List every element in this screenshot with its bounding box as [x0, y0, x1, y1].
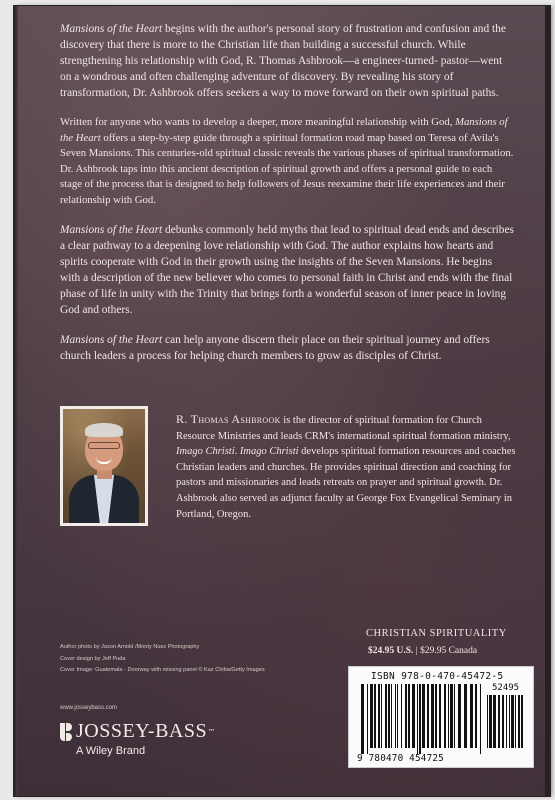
book-title: Mansions of the Heart [60, 334, 163, 346]
bio-text: develops spiritual formation resources and coaches Christian leaders and churches. He provides spiritual direction and coaching for pastors and missionaries and leads retreats on prayer and spiritual growth. Dr. Ashbrook also served as adjunct faculty at George Fox Evangelical Seminary in Portland, Oregon. [176, 446, 516, 520]
barcode-stripe [370, 684, 373, 748]
barcode-stripe [381, 684, 382, 748]
author-photo [60, 406, 148, 526]
price [368, 646, 477, 656]
publisher-name: JOSSEY-BASS [76, 720, 208, 742]
barcode-stripe [427, 684, 429, 748]
bio-separator: . [234, 446, 240, 458]
barcode-stripe [374, 684, 376, 748]
author-name: R. Thomas Ashbrook [176, 412, 281, 426]
barcode-stripe [458, 684, 461, 748]
barcode-stripe [498, 695, 500, 748]
author-photo-credit: Author photo by Jason Arnold /Monty Nuss Photography [60, 644, 200, 650]
paragraph-text: Written for anyone who wants to develop a deeper, more meaningful relationship with God, [60, 116, 456, 128]
barcode-bars [361, 684, 483, 754]
barcode-stripe [475, 684, 477, 748]
barcode-stripe [454, 684, 455, 748]
barcode-stripe [395, 684, 396, 748]
barcode-stripe [480, 684, 481, 754]
isbn-number: ISBN 978-0-470-45472-5 [371, 671, 504, 682]
barcode-stripe [518, 695, 520, 748]
description-paragraph-3 [60, 222, 515, 318]
barcode-stripe [487, 695, 488, 748]
ean-number: 9 780470 454725 [357, 753, 444, 764]
barcode-stripe [422, 684, 425, 748]
barcode-stripe [521, 695, 523, 748]
ministry-name: Imago Christi [239, 446, 299, 458]
barcode-stripe [506, 695, 507, 748]
barcode-stripe [412, 684, 415, 748]
barcode-stripe [448, 684, 449, 748]
barcode-stripe [515, 695, 516, 748]
barcode-stripe [431, 684, 434, 748]
category-label: CHRISTIAN SPIRITUALITY [366, 628, 507, 639]
barcode-stripe [408, 684, 410, 748]
barcode-stripe [511, 695, 514, 748]
barcode-stripe [435, 684, 437, 748]
barcode-stripe [439, 684, 441, 748]
barcode-stripe [367, 684, 368, 754]
publisher-tagline: A Wiley Brand [76, 745, 146, 757]
barcode-stripe [385, 684, 387, 748]
barcode [348, 666, 534, 768]
cover-design-credit: Cover design by Jeff Puda [60, 655, 126, 662]
credits [60, 642, 280, 677]
barcode-stripe [464, 684, 467, 748]
ministry-name: Imago Christi [176, 446, 235, 458]
barcode-stripe [417, 684, 418, 754]
price-separator: | [413, 646, 421, 656]
barcode-stripe [397, 684, 398, 748]
book-title: Mansions of the Heart [60, 224, 163, 236]
author-bio [176, 412, 516, 522]
barcode-stripe [388, 684, 390, 748]
spine-edge [14, 6, 18, 796]
price-canada: $29.95 Canada [420, 646, 478, 656]
paragraph-text: offers a step-by-step guide through a spiritual formation road map based on Teresa of Avila's Seven Mansions. This centuries-old spiritual classic reveals the various phases of spiritual transformation. Dr. Ashbrook taps into this ancient description of spiritual growth and offers a personal guide to each stage of the process that is designed to help followers of Jesus reexamine their life experiences and their relationship with God. [60, 131, 514, 206]
barcode-stripe [489, 695, 492, 748]
price-addon-code: 52495 [492, 683, 520, 693]
cover-image-credit: Cover Image: Guatemala - Doorway with missing panel © Kaz Chiba/Getty Images [60, 667, 265, 673]
book-description [60, 21, 515, 378]
addon-barcode-bars [487, 695, 527, 754]
paragraph-text: begins with the author's personal story of frustration and confusion and the discovery that there is more to the Christian life than building a successful church. While strengthening his relationship with God, R. Thomas Ashbrook—a engineer-turned- pastor—went on a wondrous and often challenging adventure of discovery. By revealing his story of transformation, Dr. Ashbrook offers seekers a way to move forward on their own spiritual paths. [60, 23, 506, 99]
bio-text: is the director of spiritual formation for Church Resource Ministries and leads CRM's international spiritual formation ministry, [176, 415, 511, 442]
trademark-symbol: ™ [208, 727, 216, 736]
barcode-stripe [493, 695, 496, 748]
barcode-stripe [401, 684, 402, 748]
description-paragraph-1 [60, 21, 515, 101]
publisher-mark-icon [60, 723, 72, 741]
price-us: $24.95 U.S. [368, 646, 414, 656]
barcode-stripe [378, 684, 380, 748]
barcode-stripe [470, 684, 473, 748]
paragraph-text: debunks commonly held myths that lead to spiritual dead ends and describes a clear pathway to a deepening love relationship with God. The author explains how hearts and spirits cooperate with God in their growth using the insights of the Seven Mansions. He begins with a description of the new believer who comes to personal faith in Christ and ends with the final phase of life in unity with the Trinity that brings forth a wonderful season of inner peace in loving God and others. [60, 224, 514, 316]
barcode-stripe [444, 684, 446, 748]
barcode-stripe [405, 684, 407, 748]
barcode-stripe [361, 684, 364, 754]
book-title: Mansions of the Heart [60, 23, 163, 35]
book-title: Mansions of the Heart [60, 116, 508, 144]
barcode-stripe [502, 695, 504, 748]
description-paragraph-4 [60, 332, 515, 364]
publisher-logo [60, 720, 260, 757]
barcode-stripe [450, 684, 453, 748]
back-cover [14, 6, 550, 796]
barcode-stripe [509, 695, 510, 748]
barcode-stripe [391, 684, 392, 748]
author-portrait [63, 409, 145, 523]
paragraph-text: can help anyone discern their place on their spiritual journey and offers church leaders a process for helping church members to grow as disciples of Christ. [60, 334, 490, 362]
barcode-stripe [419, 684, 421, 754]
description-paragraph-2 [60, 115, 515, 208]
publisher-website: www.josseybass.com [60, 705, 118, 711]
